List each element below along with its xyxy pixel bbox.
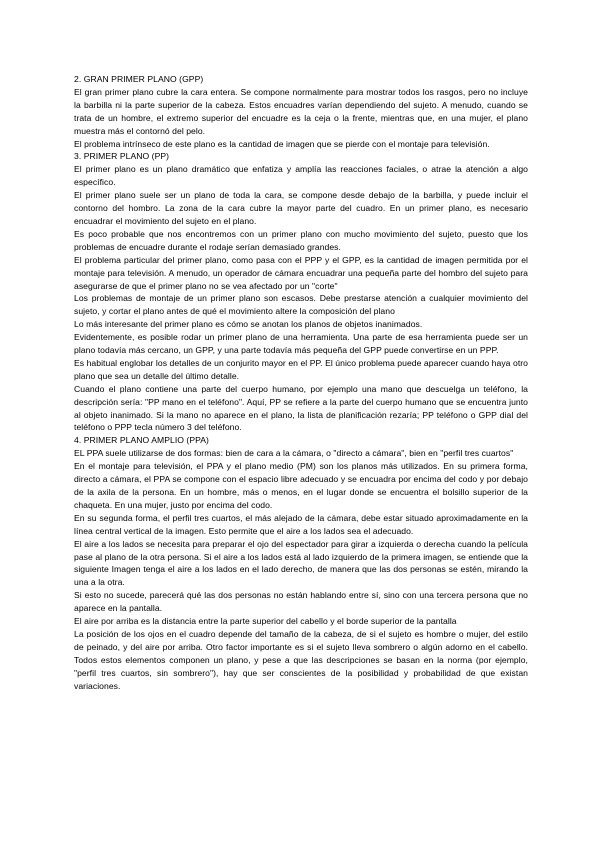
paragraph: El primer plano es un plano dramático que enfatiza y amplía las reacciones faciales, o atrae la atención a algo específico. — [74, 164, 528, 188]
section-gran-primer-plano — [74, 73, 528, 150]
paragraph: Es habitual englobar los detalles de un conjurito mayor en el PP. El único problema puede aparecer cuando haya otro plano que sea un detalle del último detalle. — [74, 357, 528, 381]
paragraph: En el montaje para televisión, el PPA y el plano medio (PM) son los planos más utilizados. En su primera forma, directo a cámara, el PPA se compone con el espacio libre adecuado y se encuadra por encima del codo y por debajo de la axila de la persona. En un hombre, más o menos, en el lugar donde se encuentra el bolsillo superior de la chaqueta. En una mujer, justo por encima del codo. — [74, 461, 528, 510]
paragraph: El problema particular del primer plano, como pasa con el PPP y el GPP, es la cantidad de imagen permitida por el montaje para televisión. A menudo, un operador de cámara encuadrar una pequeña parte del hombro del sujeto para asegurarse de que el primer plano no se vea afectado por un "corte" — [74, 254, 528, 291]
paragraph: EL PPA suele utilizarse de dos formas: bien de cara a la cámara, o "directo a cámara", bien en "perfil tres cuartos" — [74, 448, 514, 459]
paragraph: Cuando el plano contiene una parte del cuerpo humano, por ejemplo una mano que descuelga un teléfono, la descripción sería: "PP mano en el teléfono". Aquí, PP se refiere a la parte del cuerpo humano que se encuentra junto al objeto inanimado. Si la mano no aparece en el plano, la lista de planificación rezaría; PP teléfono o GPP dial del teléfono o PPP tecla número 3 del teléfono. — [74, 383, 528, 433]
section-heading: 4. PRIMER PLANO AMPLIO (PPA) — [74, 435, 209, 446]
section-primer-plano — [74, 150, 528, 434]
paragraph: El primer plano suele ser un plano de toda la cara, se compone desde debajo de la barbilla, y puede incluir el contorno del hombro. La zona de la cara cubre la mayor parte del cuadro. En un primer plano, es necesario encuadrar el movimiento del sujeto en el plano. — [74, 190, 528, 226]
section-primer-plano-amplio — [74, 434, 528, 692]
paragraph: Si esto no sucede, parecerá qué las dos personas no están hablando entre sí, sino con una tercera persona que no aparece en la pantalla. — [74, 590, 528, 614]
document-body — [74, 73, 528, 693]
paragraph: La posición de los ojos en el cuadro depende del tamaño de la cabeza, de si el sujeto es hombre o mujer, del estilo de peinado, y del aire por arriba. Otro factor importante es si el sujeto lleva sombrero o algún adorno en el cabello. Todos estos elementos componen un plano, y pese a que las descripciones se basan en la norma (por ejemplo, "perfil tres cuartos, sin sombrero"), hay que ser conscientes de la posibilidad y probabilidad de que existan variaciones. — [74, 628, 528, 691]
paragraph: El aire por arriba es la distancia entre la parte superior del cabello y el borde superior de la pantalla — [74, 616, 457, 627]
paragraph: Lo más interesante del primer plano es cómo se anotan los planos de objetos inanimados. — [74, 319, 423, 330]
paragraph: Evidentemente, es posible rodar un primer plano de una herramienta. Una parte de esa herramienta puede ser un plano todavía más cercano, un GPP, y una parte todavía más pequeña del GPP puede convertirse en un PPP. — [74, 332, 528, 356]
paragraph: Es poco probable que nos encontremos con un primer plano con mucho movimiento del sujeto, puesto que los problemas de encuadre durante el rodaje serían demasiado grandes. — [74, 228, 528, 252]
paragraph: En su segunda forma, el perfil tres cuartos, el más alejado de la cámara, debe estar situado aproximadamente en la línea central vertical de la imagen. Esto permite que el aire a los lados sea el adecuado. — [74, 512, 528, 536]
paragraph: El problema intrínseco de este plano es la cantidad de imagen que se pierde con el montaje para televisión. — [74, 138, 490, 149]
paragraph: El aire a los lados se necesita para preparar el ojo del espectador para girar a izquierda o derecha cuando la película pase al plano de la otra persona. Si el aire a los lados está al lado izquierdo de la primera imagen, se entiende que la siguiente Imagen tenga el aire a los lados en el lado derecho, de manera que las dos personas se estén, mirando la una a la otra. — [74, 538, 528, 588]
paragraph: El gran primer plano cubre la cara entera. Se compone normalmente para mostrar todos los rasgos, pero no incluye la barbilla ni la parte superior de la cabeza. Estos encuadres varían dependiendo del sujeto. A menudo, cuando se trata de un hombre, el extremo superior del encuadre es la ceja o la frente, mientras que, en una mujer, el plano muestra más el contornó del pelo. — [74, 86, 528, 136]
paragraph: Los problemas de montaje de un primer plano son escasos. Debe prestarse atención a cualquier movimiento del sujeto, y cortar el plano antes de qué el movimiento altere la composición del plano — [74, 293, 528, 317]
section-heading: 2. GRAN PRIMER PLANO (GPP) — [74, 74, 204, 84]
section-heading: 3. PRIMER PLANO (PP) — [74, 151, 170, 162]
